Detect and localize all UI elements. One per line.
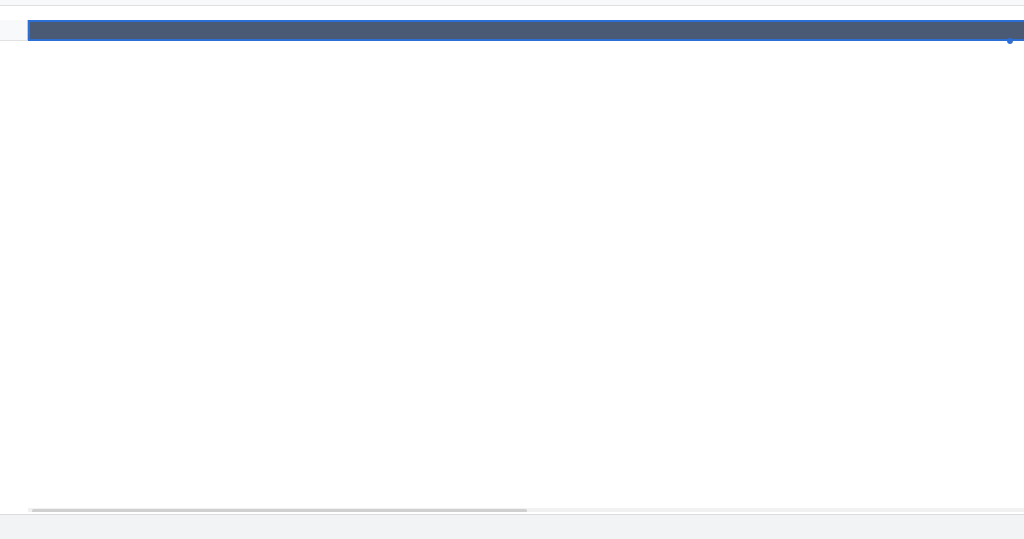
scrollbar-thumb[interactable] xyxy=(32,509,527,512)
all-sheets-menu-button[interactable] xyxy=(64,515,94,539)
selection-handle[interactable] xyxy=(1007,38,1013,44)
sheet-title[interactable] xyxy=(28,20,1024,41)
add-sheet-button[interactable] xyxy=(34,515,64,539)
row-number[interactable] xyxy=(0,20,28,41)
horizontal-scrollbar[interactable] xyxy=(28,508,1024,512)
column-header-row xyxy=(0,6,1024,20)
title-row xyxy=(0,20,1024,41)
sheet-tab-bar xyxy=(0,514,1024,539)
table-header-row xyxy=(0,41,1024,66)
